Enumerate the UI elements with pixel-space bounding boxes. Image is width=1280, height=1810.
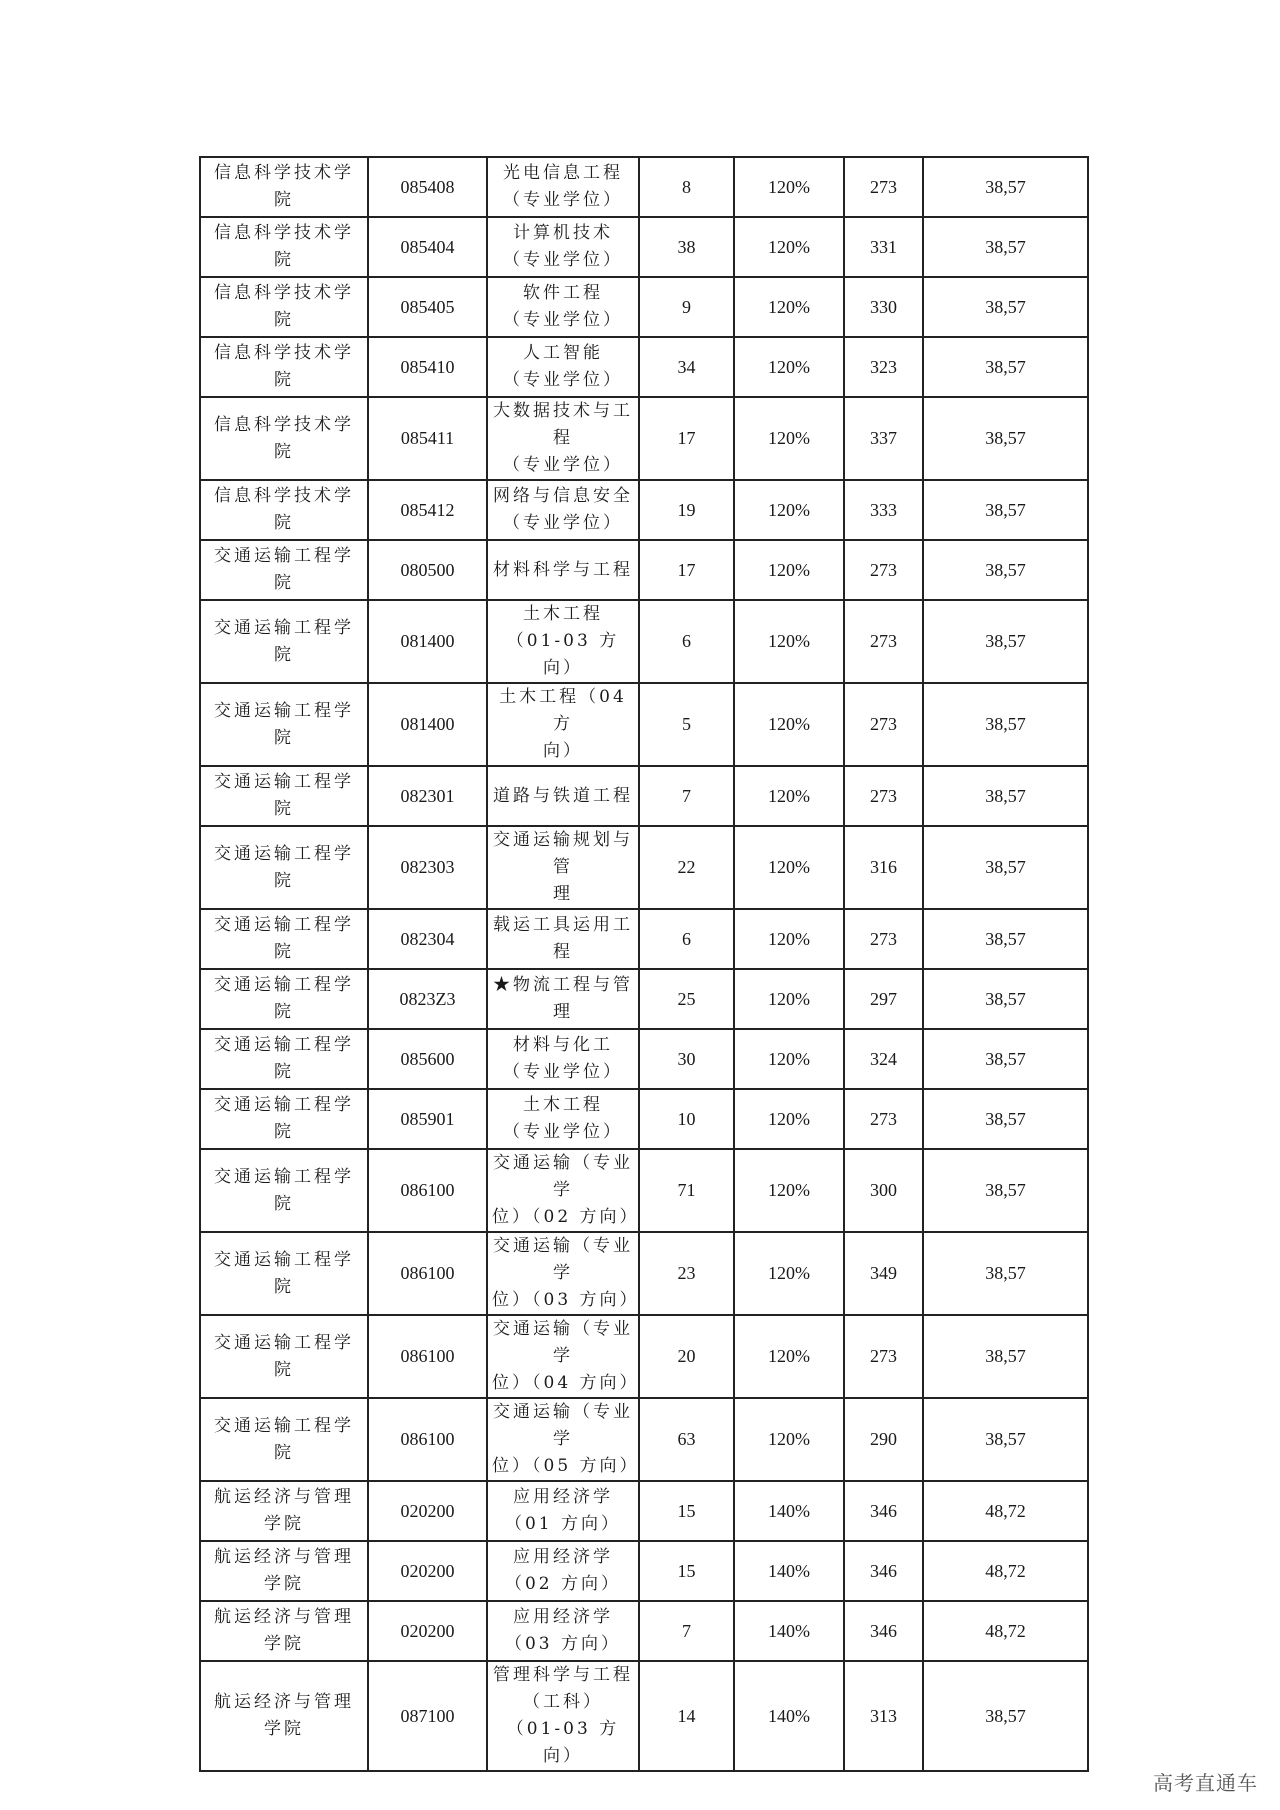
score-line-cell: 346 (844, 1541, 923, 1601)
college-cell-line: 院 (274, 1062, 294, 1082)
plan-count-cell: 34 (639, 337, 734, 397)
table-row (200, 480, 1088, 540)
college-cell-line: 交通运输工程学 (214, 1166, 354, 1187)
ratio-cell: 120% (734, 826, 844, 909)
major-name-cell-line: （专业学位） (503, 1062, 623, 1082)
major-code-cell: 081400 (368, 600, 487, 683)
college-cell (200, 826, 368, 909)
score-line-cell: 273 (844, 600, 923, 683)
single-subject-cell: 38,57 (923, 969, 1088, 1029)
major-name-cell-line: （专业学位） (503, 190, 623, 210)
plan-count-cell: 19 (639, 480, 734, 540)
major-name-cell-line: 交通运输规划与管 (493, 830, 633, 877)
score-line-cell: 273 (844, 540, 923, 600)
major-name-cell-line: 交通运输（专业学 (493, 1402, 633, 1449)
single-subject-cell: 38,57 (923, 1661, 1088, 1771)
watermark-text: 高考直通车 (1153, 1771, 1258, 1795)
single-subject-cell: 38,57 (923, 1149, 1088, 1232)
major-name-cell-line: 土木工程（04 方 (499, 687, 627, 734)
college-cell-line: 交通运输工程学 (214, 1415, 354, 1436)
major-name-cell (487, 1029, 639, 1089)
ratio-cell: 120% (734, 1232, 844, 1315)
admission-table (199, 156, 1089, 1772)
college-cell-line: 交通运输工程学 (214, 1095, 354, 1115)
major-code-cell: 085405 (368, 277, 487, 337)
college-cell (200, 217, 368, 277)
major-name-cell-line: 软件工程 (523, 283, 603, 303)
ratio-cell: 120% (734, 1149, 844, 1232)
major-code-cell: 085404 (368, 217, 487, 277)
single-subject-cell: 38,57 (923, 480, 1088, 540)
major-name-cell-line: 位）（03 方向） (492, 1290, 640, 1310)
major-name-cell-line: （01-03 方向） (506, 631, 620, 678)
major-code-cell: 080500 (368, 540, 487, 600)
college-cell-line: 交通运输工程学 (214, 546, 354, 566)
college-cell-line: 交通运输工程学 (214, 772, 354, 792)
major-name-cell (487, 600, 639, 683)
score-line-cell: 333 (844, 480, 923, 540)
major-code-cell: 085901 (368, 1089, 487, 1149)
major-name-cell-line: 光电信息工程 (503, 163, 623, 183)
table-row (200, 1541, 1088, 1601)
single-subject-cell: 38,57 (923, 683, 1088, 766)
college-cell-line: 信息科学技术学 (214, 486, 354, 506)
college-cell-line: 学院 (264, 1514, 304, 1534)
college-cell-line: 交通运输工程学 (214, 1035, 354, 1055)
major-code-cell: 020200 (368, 1541, 487, 1601)
ratio-cell: 120% (734, 277, 844, 337)
ratio-cell: 120% (734, 1089, 844, 1149)
college-cell-line: 院 (274, 190, 294, 210)
college-cell-line: 交通运输工程学 (214, 1332, 354, 1353)
major-name-cell-line: 应用经济学 (513, 1607, 613, 1627)
score-line-cell: 273 (844, 683, 923, 766)
college-cell (200, 1661, 368, 1771)
college-cell-line: 院 (274, 310, 294, 330)
table-row (200, 1149, 1088, 1232)
college-cell (200, 397, 368, 480)
college-cell-line: 院 (274, 250, 294, 270)
major-code-cell: 082304 (368, 909, 487, 969)
plan-count-cell: 30 (639, 1029, 734, 1089)
table-row (200, 1029, 1088, 1089)
major-name-cell (487, 909, 639, 969)
college-cell (200, 157, 368, 217)
major-code-cell: 086100 (368, 1315, 487, 1398)
college-cell (200, 480, 368, 540)
major-name-cell-line: （01 方向） (504, 1514, 622, 1534)
major-name-cell-line: 理 (553, 884, 573, 904)
college-cell-line: 信息科学技术学 (214, 343, 354, 363)
score-line-cell: 324 (844, 1029, 923, 1089)
major-name-cell-line: 土木工程 (523, 604, 603, 624)
major-code-cell: 082301 (368, 766, 487, 826)
college-cell-line: 院 (274, 1002, 294, 1022)
plan-count-cell: 6 (639, 600, 734, 683)
major-name-cell-line: 材料与化工 (513, 1035, 613, 1055)
ratio-cell: 120% (734, 397, 844, 480)
college-cell-line: 学院 (264, 1574, 304, 1594)
table-row (200, 766, 1088, 826)
major-name-cell (487, 766, 639, 826)
major-name-cell (487, 540, 639, 600)
plan-count-cell: 15 (639, 1541, 734, 1601)
table-row (200, 397, 1088, 480)
college-cell-line: 院 (274, 370, 294, 390)
score-line-cell: 330 (844, 277, 923, 337)
ratio-cell: 120% (734, 766, 844, 826)
major-name-cell-line: 向） (543, 741, 583, 761)
major-name-cell-line: 交通运输（专业学 (493, 1319, 633, 1366)
table-row (200, 683, 1088, 766)
major-code-cell: 085412 (368, 480, 487, 540)
major-code-cell: 085408 (368, 157, 487, 217)
table-row (200, 1232, 1088, 1315)
major-name-cell-line: ★物流工程与管理 (493, 975, 633, 1022)
college-cell (200, 1089, 368, 1149)
major-code-cell: 082303 (368, 826, 487, 909)
major-name-cell-line: 交通运输（专业学 (493, 1236, 633, 1283)
single-subject-cell: 48,72 (923, 1601, 1088, 1661)
major-name-cell (487, 1541, 639, 1601)
major-name-cell-line: （专业学位） (503, 310, 623, 330)
major-name-cell (487, 1315, 639, 1398)
plan-count-cell: 20 (639, 1315, 734, 1398)
ratio-cell: 120% (734, 217, 844, 277)
plan-count-cell: 8 (639, 157, 734, 217)
score-line-cell: 316 (844, 826, 923, 909)
college-cell-line: 院 (274, 1442, 294, 1463)
plan-count-cell: 63 (639, 1398, 734, 1481)
major-name-cell-line: 位）（02 方向） (492, 1207, 640, 1227)
major-name-cell-line: 位）（05 方向） (492, 1456, 640, 1476)
score-line-cell: 273 (844, 766, 923, 826)
ratio-cell: 120% (734, 540, 844, 600)
table-row (200, 337, 1088, 397)
college-cell-line: 交通运输工程学 (214, 1249, 354, 1270)
major-name-cell-line: （专业学位） (503, 513, 623, 533)
single-subject-cell: 38,57 (923, 766, 1088, 826)
plan-count-cell: 17 (639, 540, 734, 600)
ratio-cell: 120% (734, 683, 844, 766)
plan-count-cell: 9 (639, 277, 734, 337)
college-cell (200, 600, 368, 683)
major-name-cell (487, 969, 639, 1029)
score-line-cell: 313 (844, 1661, 923, 1771)
single-subject-cell: 38,57 (923, 1398, 1088, 1481)
college-cell-line: 院 (274, 870, 294, 891)
plan-count-cell: 7 (639, 1601, 734, 1661)
ratio-cell: 120% (734, 337, 844, 397)
major-name-cell-line: 土木工程 (523, 1095, 603, 1115)
major-name-cell-line: 道路与铁道工程 (493, 785, 633, 806)
single-subject-cell: 38,57 (923, 397, 1088, 480)
plan-count-cell: 5 (639, 683, 734, 766)
table-row (200, 1089, 1088, 1149)
major-name-cell-line: 管理科学与工程 (493, 1665, 633, 1685)
college-cell-line: 信息科学技术学 (214, 223, 354, 243)
major-name-cell (487, 1149, 639, 1232)
college-cell-line: 航运经济与管理 (214, 1607, 354, 1627)
college-cell-line: 院 (274, 799, 294, 819)
score-line-cell: 273 (844, 1089, 923, 1149)
plan-count-cell: 17 (639, 397, 734, 480)
major-name-cell-line: （工科） (523, 1692, 603, 1712)
score-line-cell: 346 (844, 1601, 923, 1661)
major-name-cell (487, 480, 639, 540)
plan-count-cell: 14 (639, 1661, 734, 1771)
major-name-cell (487, 826, 639, 909)
college-cell-line: 院 (274, 1276, 294, 1297)
table-row (200, 277, 1088, 337)
college-cell-line: 信息科学技术学 (214, 414, 354, 435)
ratio-cell: 120% (734, 969, 844, 1029)
score-line-cell: 331 (844, 217, 923, 277)
college-cell (200, 337, 368, 397)
college-cell-line: 院 (274, 644, 294, 665)
admission-table-container (199, 156, 1087, 1772)
single-subject-cell: 48,72 (923, 1541, 1088, 1601)
major-name-cell (487, 217, 639, 277)
table-row (200, 600, 1088, 683)
score-line-cell: 273 (844, 1315, 923, 1398)
major-code-cell: 020200 (368, 1481, 487, 1541)
major-name-cell-line: （专业学位） (503, 1122, 623, 1142)
major-name-cell-line: 大数据技术与工程 (493, 401, 633, 448)
score-line-cell: 346 (844, 1481, 923, 1541)
college-cell (200, 1029, 368, 1089)
college-cell (200, 1149, 368, 1232)
ratio-cell: 120% (734, 157, 844, 217)
college-cell (200, 1315, 368, 1398)
table-row (200, 217, 1088, 277)
major-name-cell-line: （02 方向） (504, 1574, 622, 1594)
major-code-cell: 085411 (368, 397, 487, 480)
college-cell (200, 1481, 368, 1541)
table-row (200, 1481, 1088, 1541)
ratio-cell: 120% (734, 600, 844, 683)
major-name-cell (487, 1661, 639, 1771)
ratio-cell: 140% (734, 1661, 844, 1771)
college-cell-line: 交通运输工程学 (214, 617, 354, 638)
table-row (200, 909, 1088, 969)
college-cell-line: 航运经济与管理 (214, 1547, 354, 1567)
major-code-cell: 020200 (368, 1601, 487, 1661)
college-cell-line: 院 (274, 1359, 294, 1380)
major-name-cell (487, 397, 639, 480)
table-body (200, 157, 1088, 1771)
plan-count-cell: 7 (639, 766, 734, 826)
single-subject-cell: 38,57 (923, 909, 1088, 969)
plan-count-cell: 71 (639, 1149, 734, 1232)
ratio-cell: 120% (734, 1398, 844, 1481)
score-line-cell: 290 (844, 1398, 923, 1481)
ratio-cell: 120% (734, 1029, 844, 1089)
score-line-cell: 297 (844, 969, 923, 1029)
major-name-cell (487, 277, 639, 337)
college-cell-line: 学院 (264, 1719, 304, 1739)
single-subject-cell: 38,57 (923, 277, 1088, 337)
score-line-cell: 323 (844, 337, 923, 397)
major-code-cell: 086100 (368, 1149, 487, 1232)
table-row (200, 157, 1088, 217)
major-name-cell (487, 1232, 639, 1315)
college-cell-line: 学院 (264, 1634, 304, 1654)
college-cell (200, 277, 368, 337)
major-name-cell (487, 1481, 639, 1541)
ratio-cell: 140% (734, 1601, 844, 1661)
college-cell (200, 1541, 368, 1601)
single-subject-cell: 48,72 (923, 1481, 1088, 1541)
major-name-cell-line: （专业学位） (503, 370, 623, 390)
major-code-cell: 081400 (368, 683, 487, 766)
table-row (200, 969, 1088, 1029)
score-line-cell: 337 (844, 397, 923, 480)
plan-count-cell: 25 (639, 969, 734, 1029)
college-cell (200, 683, 368, 766)
table-row (200, 1398, 1088, 1481)
score-line-cell: 273 (844, 157, 923, 217)
major-code-cell: 085600 (368, 1029, 487, 1089)
plan-count-cell: 23 (639, 1232, 734, 1315)
single-subject-cell: 38,57 (923, 217, 1088, 277)
college-cell-line: 院 (274, 573, 294, 593)
ratio-cell: 140% (734, 1481, 844, 1541)
college-cell (200, 1232, 368, 1315)
major-code-cell: 086100 (368, 1398, 487, 1481)
major-name-cell-line: 载运工具运用工程 (493, 915, 633, 962)
college-cell (200, 1601, 368, 1661)
ratio-cell: 140% (734, 1541, 844, 1601)
college-cell-line: 交通运输工程学 (214, 700, 354, 721)
college-cell-line: 院 (274, 441, 294, 462)
table-row (200, 540, 1088, 600)
table-row (200, 1661, 1088, 1771)
major-code-cell: 085410 (368, 337, 487, 397)
single-subject-cell: 38,57 (923, 1315, 1088, 1398)
major-name-cell-line: （03 方向） (504, 1634, 622, 1654)
ratio-cell: 120% (734, 480, 844, 540)
single-subject-cell: 38,57 (923, 540, 1088, 600)
plan-count-cell: 15 (639, 1481, 734, 1541)
college-cell (200, 969, 368, 1029)
college-cell (200, 540, 368, 600)
single-subject-cell: 38,57 (923, 337, 1088, 397)
major-name-cell (487, 337, 639, 397)
college-cell (200, 1398, 368, 1481)
major-name-cell (487, 157, 639, 217)
major-name-cell-line: 计算机技术 (513, 223, 613, 243)
major-name-cell-line: 材料科学与工程 (493, 559, 633, 580)
college-cell-line: 信息科学技术学 (214, 283, 354, 303)
major-name-cell-line: 交通运输（专业学 (493, 1153, 633, 1200)
table-row (200, 826, 1088, 909)
score-line-cell: 300 (844, 1149, 923, 1232)
score-line-cell: 273 (844, 909, 923, 969)
college-cell-line: 院 (274, 1122, 294, 1142)
college-cell-line: 航运经济与管理 (214, 1692, 354, 1712)
college-cell-line: 院 (274, 942, 294, 962)
plan-count-cell: 22 (639, 826, 734, 909)
major-name-cell-line: （专业学位） (503, 250, 623, 270)
major-name-cell (487, 683, 639, 766)
single-subject-cell: 38,57 (923, 826, 1088, 909)
ratio-cell: 120% (734, 909, 844, 969)
major-name-cell-line: 网络与信息安全 (493, 486, 633, 506)
single-subject-cell: 38,57 (923, 157, 1088, 217)
single-subject-cell: 38,57 (923, 1232, 1088, 1315)
major-name-cell (487, 1089, 639, 1149)
college-cell (200, 766, 368, 826)
major-name-cell-line: （01-03 方向） (506, 1719, 620, 1766)
plan-count-cell: 10 (639, 1089, 734, 1149)
major-name-cell (487, 1601, 639, 1661)
major-name-cell (487, 1398, 639, 1481)
college-cell-line: 院 (274, 1193, 294, 1214)
college-cell-line: 院 (274, 727, 294, 748)
major-code-cell: 087100 (368, 1661, 487, 1771)
college-cell-line: 信息科学技术学 (214, 163, 354, 183)
major-name-cell-line: 应用经济学 (513, 1547, 613, 1567)
major-code-cell: 0823Z3 (368, 969, 487, 1029)
college-cell (200, 909, 368, 969)
college-cell-line: 交通运输工程学 (214, 915, 354, 935)
college-cell-line: 交通运输工程学 (214, 843, 354, 864)
major-name-cell-line: 位）（04 方向） (492, 1373, 640, 1393)
major-name-cell-line: 人工智能 (523, 343, 603, 363)
table-row (200, 1601, 1088, 1661)
plan-count-cell: 38 (639, 217, 734, 277)
major-name-cell-line: （专业学位） (503, 455, 623, 475)
single-subject-cell: 38,57 (923, 1029, 1088, 1089)
college-cell-line: 航运经济与管理 (214, 1487, 354, 1507)
single-subject-cell: 38,57 (923, 600, 1088, 683)
table-row (200, 1315, 1088, 1398)
major-code-cell: 086100 (368, 1232, 487, 1315)
college-cell-line: 交通运输工程学 (214, 975, 354, 995)
major-name-cell-line: 应用经济学 (513, 1487, 613, 1507)
single-subject-cell: 38,57 (923, 1089, 1088, 1149)
plan-count-cell: 6 (639, 909, 734, 969)
score-line-cell: 349 (844, 1232, 923, 1315)
ratio-cell: 120% (734, 1315, 844, 1398)
college-cell-line: 院 (274, 513, 294, 533)
